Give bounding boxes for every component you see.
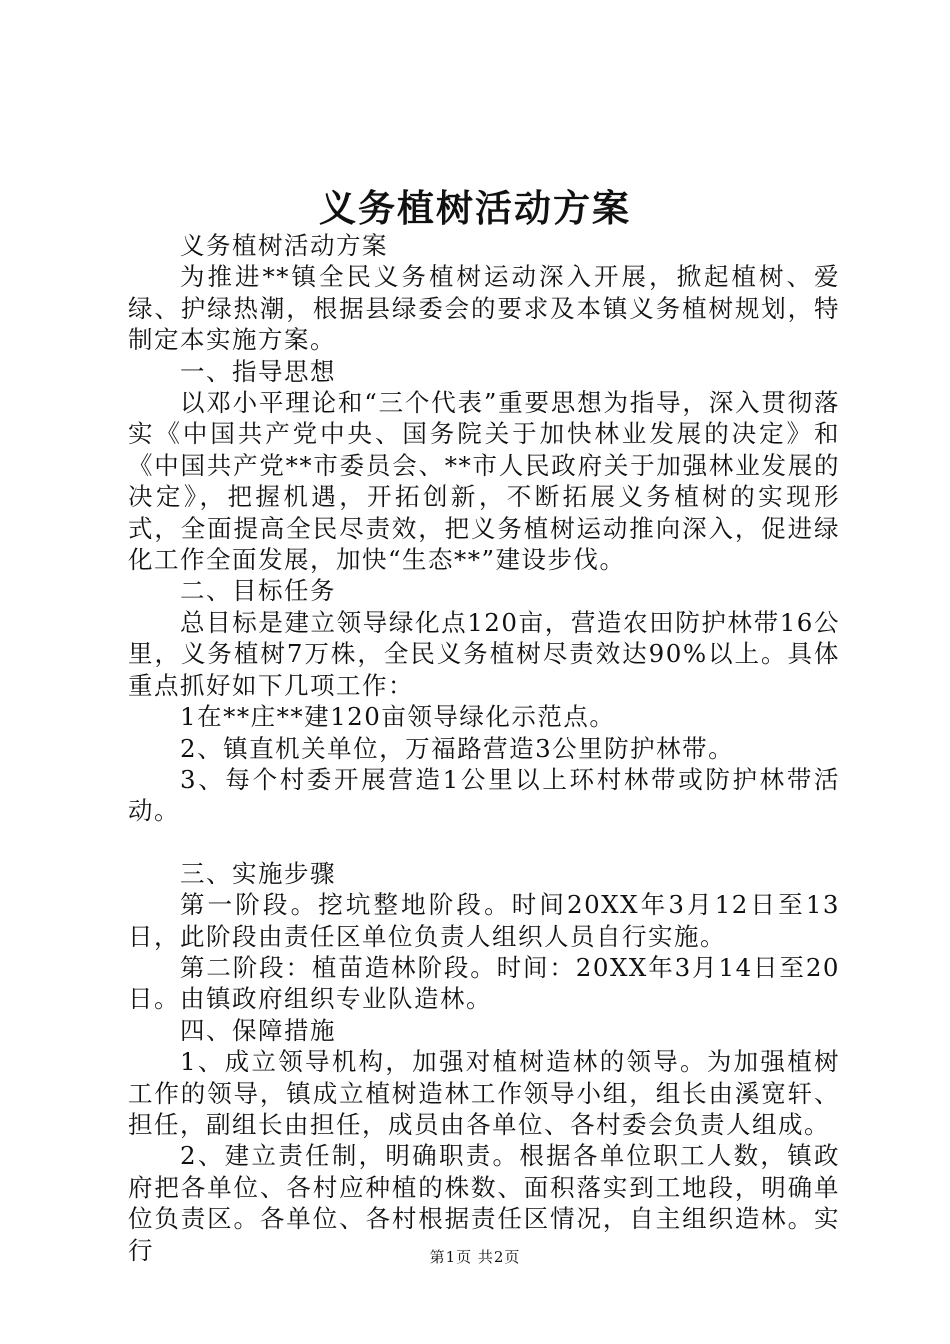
- paragraph-goals: 总目标是建立领导绿化点120亩，营造农田防护林带16公里，义务植树7万株，全民义务植树尽责效达90%以上。具体重点抓好如下几项工作：: [128, 607, 840, 700]
- document-body: [128, 230, 840, 1266]
- section-heading-safeguards: 四、保障措施: [180, 1015, 336, 1045]
- paragraph-safeguard-1: 1、成立领导机构，加强对植树造林的领导。为加强植树工作的领导，镇成立植树造林工作领导小组，组长由溪宽轩、担任，副组长由担任，成员由各单位、各村委会负责人组成。: [128, 1047, 840, 1139]
- page-footer: 第1页 共2页: [429, 1248, 521, 1266]
- paragraph-intro: 为推进**镇全民义务植树运动深入开展，掀起植树、爱绿、护绿热潮，根据县绿委会的要求及本镇义务植树规划，特制定本实施方案。: [128, 262, 840, 355]
- section-heading-guiding-ideology: 一、指导思想: [180, 356, 336, 386]
- paragraph-safeguard-2: 2、建立责任制，明确职责。根据各单位职工人数，镇政府把各单位、各村应种植的株数、面积落实到工地段，明确单位负责区。各单位、各村根据责任区情况，自主组织造林。实行: [128, 1141, 840, 1265]
- paragraph-step-2: 第二阶段：植苗造林阶段。时间：20XX年3月14日至20日。由镇政府组织专业队造林。: [128, 952, 840, 1014]
- list-item-goal-2: 2、镇直机关单位，万福路营造3公里防护林带。: [180, 733, 735, 763]
- list-item-goal-1: 1在**庄**建120亩领导绿化示范点。: [180, 702, 616, 732]
- paragraph-step-1: 第一阶段。挖坑整地阶段。时间20XX年3月12日至13日，此阶段由责任区单位负责人组织人员自行实施。: [128, 890, 840, 951]
- section-heading-steps: 三、实施步骤: [180, 858, 336, 888]
- list-item-goal-3: 3、每个村委开展营造1公里以上环村林带或防护林带活动。: [128, 764, 840, 826]
- paragraph-subtitle: 义务植树活动方案: [180, 231, 388, 260]
- document-title: 义务植树活动方案: [319, 186, 631, 230]
- section-heading-goals: 二、目标任务: [180, 576, 336, 606]
- paragraph-guiding-ideology: 以邓小平理论和“三个代表”重要思想为指导，深入贯彻落实《中国共产党中央、国务院关于加快林业发展的决定》和《中国共产党**市委员会、**市人民政府关于加强林业发展的决定》，把握机遇，开拓创新，不断拓展义务植树的实现形式，全面提高全民尽责效，把义务植树运动推向深入，促进绿化工作全面发展，加快“生态**”建设步伐。: [128, 388, 840, 575]
